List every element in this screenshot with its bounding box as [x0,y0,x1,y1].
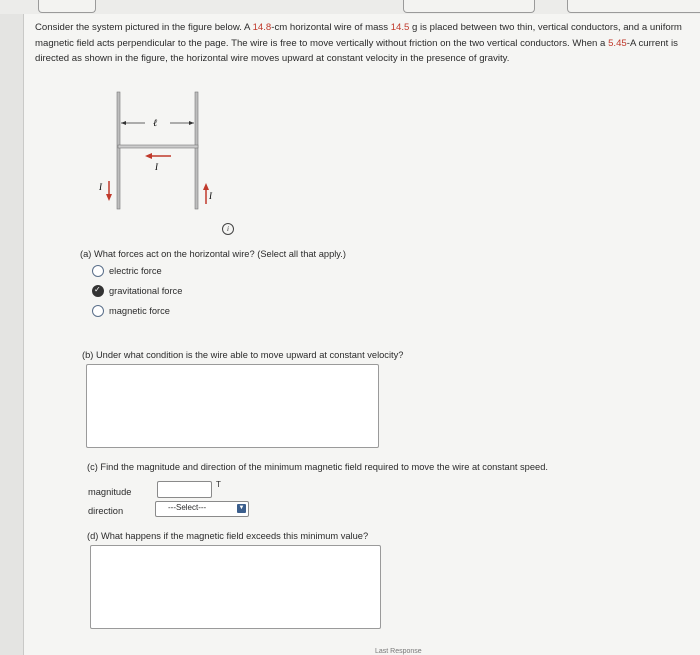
intro-text-3: g is placed between two thin, vertical conductors, and a uniform magnetic field acts perpendicular to the page. The wire is free to move vertically without friction on the two vertical conductors. When a [35,22,682,49]
direction-select-value: ---Select--- [168,503,207,512]
option-electric-force[interactable] [92,265,162,277]
chevron-down-icon[interactable]: ▼ [238,505,245,511]
right-current-label: I [209,191,212,201]
top-tab-right[interactable] [567,0,700,13]
wire-current-arrowhead [145,153,152,159]
wire-current-label: I [155,162,158,172]
part-d-question: (d) What happens if the magnetic field exceeds this minimum value? [87,531,369,541]
option-gravitational-force[interactable] [92,285,182,297]
top-tab-left[interactable] [38,0,96,13]
right-current-arrowhead [203,183,209,190]
last-response-link[interactable]: Last Response [375,648,422,655]
info-icon[interactable]: i [222,223,234,235]
top-strip [0,0,700,14]
top-tab-mid[interactable] [403,0,535,13]
part-b-question: (b) Under what condition is the wire able to move upward at constant velocity? [82,350,404,360]
option-magnetic-force[interactable] [92,305,170,317]
intro-text-2: -cm horizontal wire of mass [271,22,391,33]
right-conductor [195,92,198,209]
horizontal-wire [118,145,198,148]
direction-select[interactable] [155,501,249,517]
intro-text-4: -A current is directed as shown in the figure, the horizontal wire moves upward at constant velocity in the presence of gravity. [35,37,678,64]
part-d-answer-box[interactable] [90,545,381,629]
checkbox-magnetic-force[interactable] [92,305,104,317]
part-a-question: (a) What forces act on the horizontal wire? (Select all that apply.) [80,249,346,259]
left-conductor [117,92,120,209]
wire-mass-value: 14.5 [390,22,410,33]
magnitude-label: magnitude [88,487,132,497]
magnitude-input[interactable] [157,481,212,498]
checkbox-gravitational-force[interactable] [92,285,104,297]
intro-text-1: Consider the system pictured in the figure below. A [35,22,253,33]
length-arrow-right [189,121,194,125]
direction-label: direction [88,506,124,516]
part-b-answer-box[interactable] [86,364,379,448]
option-label-magnetic: magnetic force [109,306,170,316]
checkbox-electric-force[interactable] [92,265,104,277]
unit-label: T [216,480,221,489]
current-value: 5.45 [608,37,627,49]
wire-length-value: 14.8 [252,22,272,33]
length-label: ℓ [153,118,158,129]
part-c-question: (c) Find the magnitude and direction of the minimum magnetic field required to move the wire at constant speed. [87,462,548,472]
left-current-arrowhead [106,194,112,201]
problem-statement [35,20,695,67]
option-label-gravitational: gravitational force [109,286,183,296]
option-label-electric: electric force [109,266,162,276]
length-arrow-left [121,121,126,125]
left-current-label: I [99,182,102,192]
circuit-figure [95,88,225,218]
